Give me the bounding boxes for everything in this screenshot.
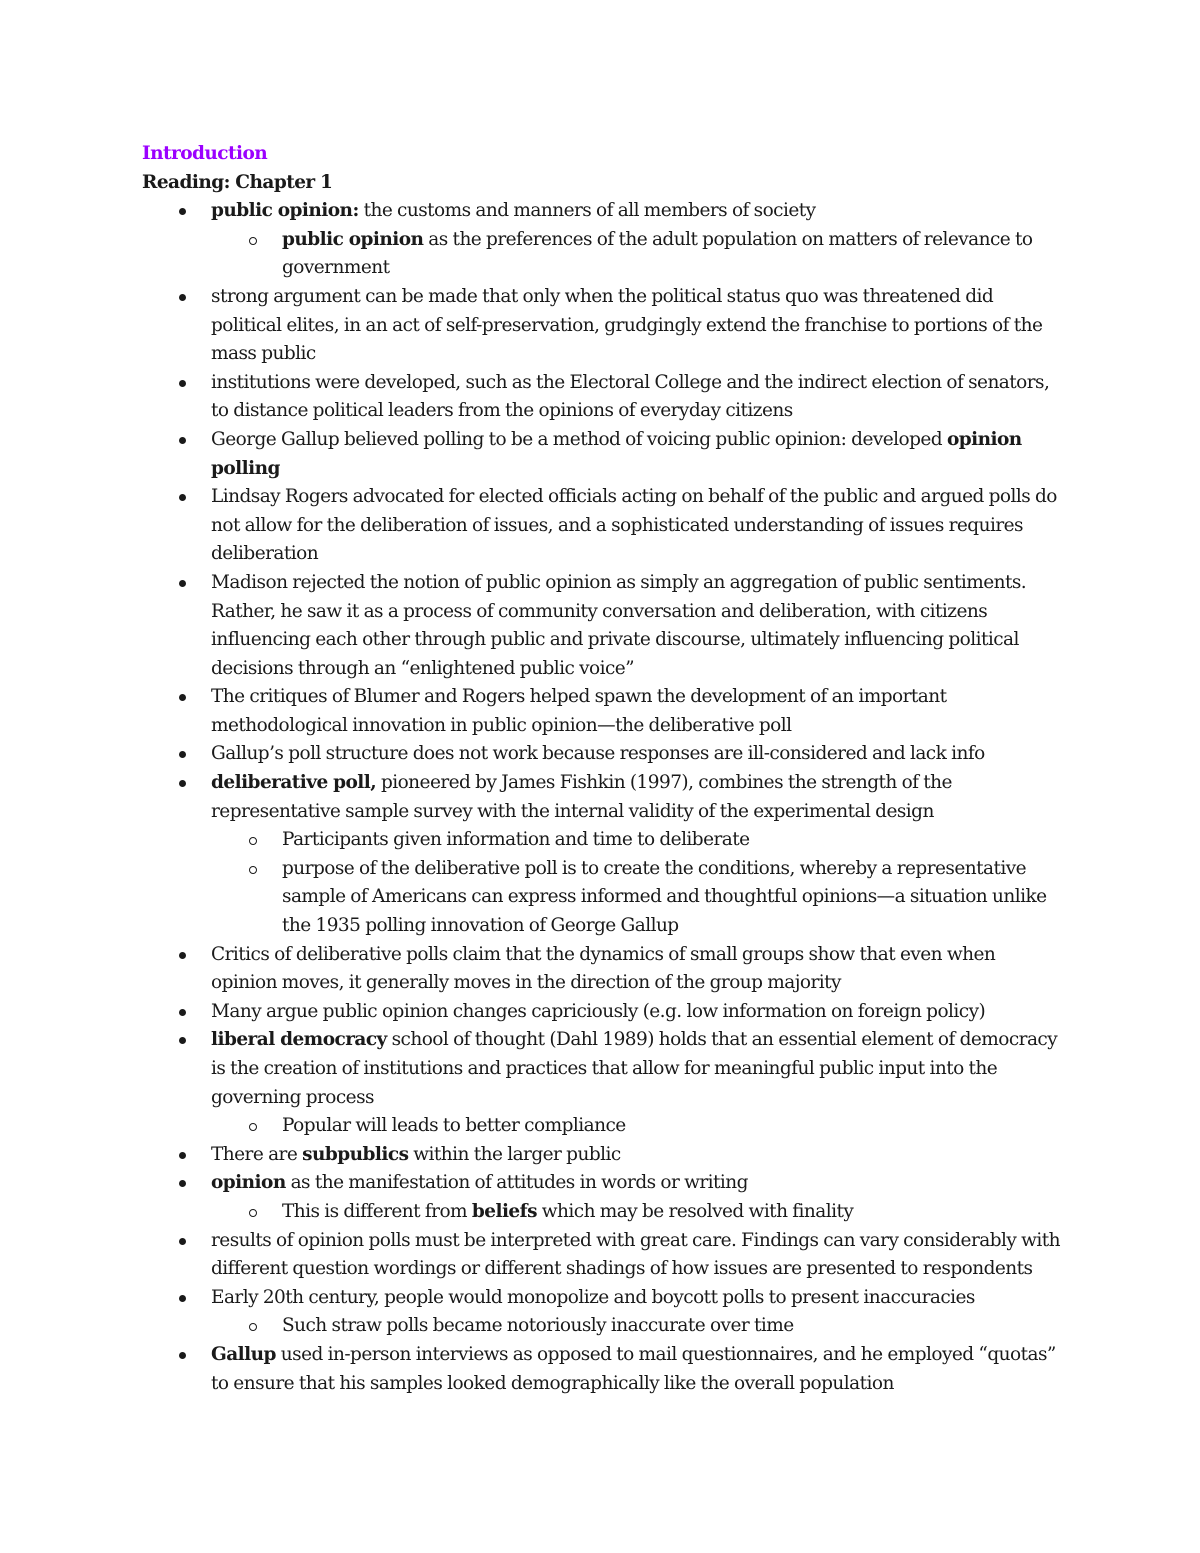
note-text: Madison rejected the notion of public opinion as simply an aggregation of public sentiments. Rather, he saw it as a process of community conversation and deliberation, with citizens influencing each other through public and private discourse, ultimately influencing political decisions through an “enlightened public voice”: [211, 571, 1027, 679]
bullet-item: [142, 1341, 1062, 1398]
document-body: [142, 140, 1062, 1398]
bold-term: deliberative poll,: [211, 772, 377, 794]
note-text: as the preferences of the adult population on matters of relevance to government: [282, 228, 1033, 279]
bold-term: beliefs: [471, 1200, 537, 1222]
note-text: Lindsay Rogers advocated for elected officials acting on behalf of the public and argued polls do not allow for the deliberation of issues, and a sophisticated understanding of issues requires deliberation: [211, 486, 1057, 565]
bold-term: public opinion: [282, 228, 424, 250]
bullet-item: [142, 740, 1062, 769]
notes-list: [142, 197, 1062, 1398]
sub-bullet-item: [211, 226, 1062, 283]
note-text: purpose of the deliberative poll is to create the conditions, whereby a representative sample of Americans can express informed and thoughtful opinions—a situation unlike the 1935 polling innovation of George Gallup: [282, 857, 1047, 937]
note-text: pioneered by James Fishkin (1997), combines the strength of the representative sample survey with the internal validity of the experimental design: [211, 772, 952, 822]
sub-bullet-item: [211, 826, 1062, 855]
sub-bullet-item: [211, 855, 1062, 941]
bullet-item: [142, 369, 1062, 426]
bullet-item: [142, 1169, 1062, 1226]
sub-bullet-list: [211, 826, 1062, 940]
note-text: strong argument can be made that only when the political status quo was threatened did political elites, in an act of self-preservation, grudgingly extend the franchise to portions of the mass public: [211, 285, 1043, 365]
note-text: institutions were developed, such as the Electoral College and the indirect election of senators, to distance political leaders from the opinions of everyday citizens: [211, 371, 1050, 422]
bold-term: opinion polling: [211, 428, 1022, 479]
note-text: Popular will leads to better compliance: [282, 1115, 626, 1137]
note-text: Participants given information and time to deliberate: [282, 829, 750, 851]
bold-term: opinion: [211, 1172, 286, 1194]
reading-subheading: Reading: Chapter 1: [142, 171, 333, 193]
note-text: There are: [211, 1143, 303, 1165]
note-text: This is different from: [282, 1200, 472, 1222]
sub-bullet-list: [211, 1312, 1062, 1341]
bullet-item: [142, 426, 1062, 483]
note-text: as the manifestation of attitudes in words or writing: [285, 1172, 748, 1194]
bullet-item: [142, 683, 1062, 740]
note-text: the customs and manners of all members of society: [358, 200, 816, 222]
note-text: Gallup’s poll structure does not work because responses are ill-considered and lack info: [211, 743, 985, 765]
bullet-item: [142, 998, 1062, 1027]
note-text: Early 20th century, people would monopolize and boycott polls to present inaccuracies: [211, 1286, 975, 1308]
note-text: school of thought (Dahl 1989) holds that an essential element of democracy is the creation of institutions and practices that allow for meaningful public input into the governing process: [211, 1029, 1058, 1108]
sub-bullet-list: [211, 226, 1062, 283]
sub-bullet-item: [211, 1198, 1062, 1227]
sub-bullet-list: [211, 1198, 1062, 1227]
note-text: Such straw polls became notoriously inaccurate over time: [282, 1315, 794, 1337]
note-text: Critics of deliberative polls claim that the dynamics of small groups show that even when opinion moves, it generally moves in the direction of the group majority: [211, 943, 996, 994]
sub-bullet-item: [211, 1312, 1062, 1341]
bullet-item: [142, 1026, 1062, 1140]
bullet-item: [142, 1141, 1062, 1170]
bullet-item: [142, 197, 1062, 283]
bold-term: public opinion:: [211, 200, 359, 222]
bullet-item: [142, 1284, 1062, 1341]
bullet-item: [142, 483, 1062, 569]
note-text: George Gallup believed polling to be a method of voicing public opinion: developed: [211, 428, 947, 450]
note-text: Many argue public opinion changes capriciously (e.g. low information on foreign policy): [211, 1000, 986, 1022]
bold-term: subpublics: [302, 1143, 409, 1165]
bullet-item: [142, 1227, 1062, 1284]
note-text: within the larger public: [408, 1143, 621, 1165]
bold-term: liberal democracy: [211, 1029, 387, 1051]
note-text: used in-person interviews as opposed to mail questionnaires, and he employed “quotas” to ensure that his samples looked demographically like the overall population: [211, 1343, 1056, 1394]
sub-bullet-item: [211, 1112, 1062, 1141]
bullet-item: [142, 941, 1062, 998]
bullet-item: [142, 769, 1062, 941]
bullet-item: [142, 283, 1062, 369]
bold-term: Gallup: [211, 1343, 276, 1365]
note-text: results of opinion polls must be interpreted with great care. Findings can vary considerably with different question wordings or different shadings of how issues are presented to respondents: [211, 1229, 1061, 1280]
section-heading: Introduction: [142, 143, 268, 164]
sub-bullet-list: [211, 1112, 1062, 1141]
bullet-item: [142, 569, 1062, 683]
note-text: The critiques of Blumer and Rogers helped spawn the development of an important methodological innovation in public opinion—the deliberative poll: [211, 686, 947, 736]
note-text: which may be resolved with finality: [536, 1200, 854, 1222]
